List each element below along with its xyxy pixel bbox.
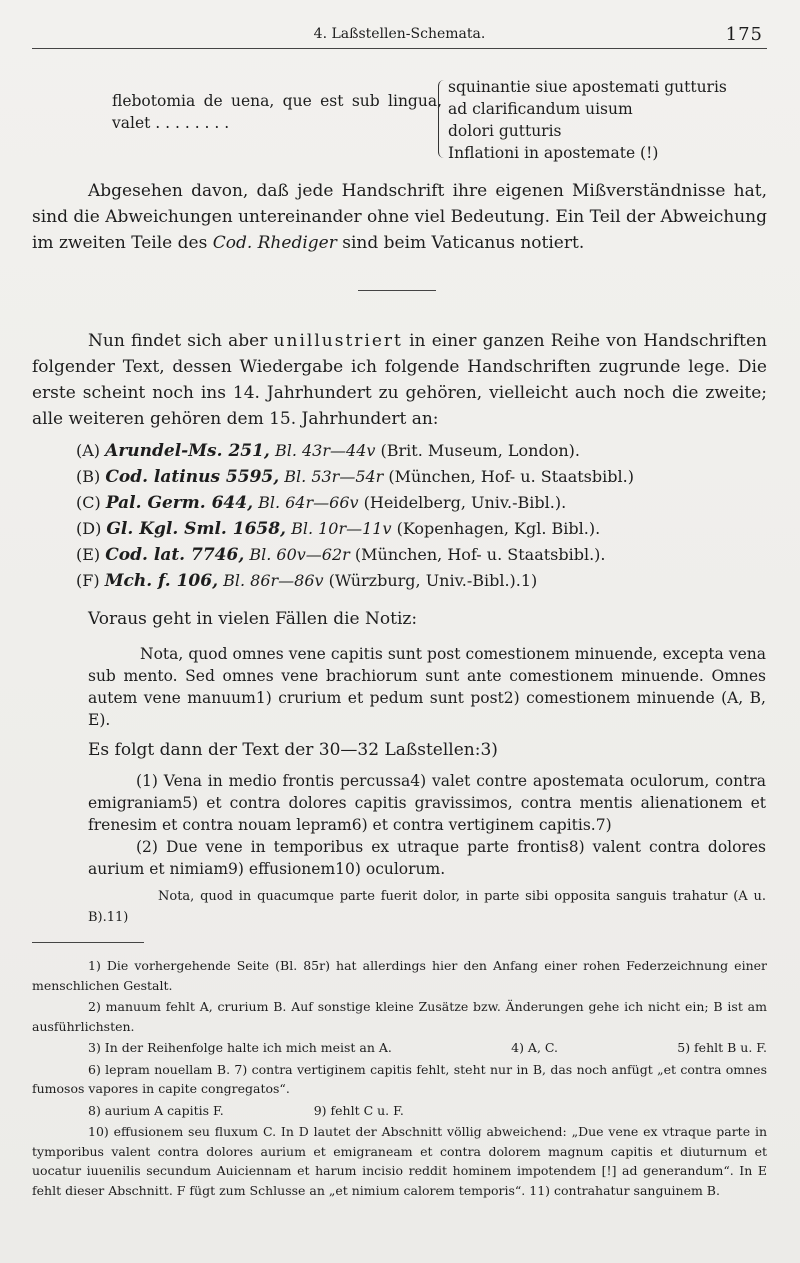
footnote: 9) fehlt C u. F.	[313, 1102, 404, 1118]
footnote: 6) lepram nouellam B. 7) contra vertiginem capitis fehlt, steht nur in B, das noch anfügt „et contra omnes fumosos vapores in capite congregatos“.	[32, 1061, 767, 1096]
manuscript-signature: Mch. f. 106,	[104, 571, 219, 591]
text-section: (1) Vena in medio frontis percussa4) valet contre apostemata oculorum, contra emigraniam5) et contra dolores capitis gravissimos, contra mentis alienationem et frenesim et contra nouam lepram6) et contra vertiginem capitis.7)	[88, 772, 766, 834]
schema-left-entry: flebotomia de uena, que est sub lingua, valet . . . . . . . .	[112, 92, 442, 132]
manuscript-entry: (E) Cod. lat. 7746, Bl. 60v—62r (München, Hof- u. Staatsbibl.).	[76, 545, 606, 565]
paragraph-manuscripts-intro	[32, 328, 767, 432]
schema-item: ad clarificandum uisum	[448, 100, 633, 118]
text-section: (2) Due vene in temporibus ex utraque parte frontis8) valent contra dolores aurium et nimiam9) effusionem10) oculorum.	[88, 838, 766, 878]
text-run: in einer ganzen Reihe von Handschriften folgender Text, dessen Wiedergabe ich folgende Handschriften zugrunde lege. Die erste scheint noch ins 14. Jahrhundert zu gehören, vielleicht auch noch die zweite; alle weiteren gehören dem 15. Jahrhundert an:	[32, 331, 767, 429]
footnote-row	[32, 1038, 767, 1058]
bloodletting-schema	[32, 74, 767, 174]
footnote-row	[32, 1101, 767, 1121]
footnote: 5) fehlt B u. F.	[677, 1040, 767, 1055]
paragraph-deviations	[32, 178, 767, 256]
text-run: Abgesehen davon, daß jede Handschrift ihre eigenen Mißverständnisse hat, sind die Abweichungen untereinander ohne viel Bedeutung. Ein Teil der Abweichung im zweiten Teile des	[32, 181, 767, 253]
note-heading: Voraus geht in vielen Fällen die Notiz:	[88, 609, 418, 629]
manuscript-entry: (A) Arundel-Ms. 251, Bl. 43r—44v (Brit. Museum, London).	[76, 441, 580, 461]
footnote-rule	[32, 942, 144, 943]
page-number: 175	[725, 24, 763, 45]
small-print-note: Nota, quod in quacumque parte fuerit dolor, in parte sibi opposita sanguis trahatur (A u. B).11)	[88, 889, 766, 925]
schema-item: Inflationi in apostemate (!)	[448, 144, 659, 162]
manuscript-list	[76, 438, 766, 594]
manuscript-entry: (D) Gl. Kgl. Sml. 1658, Bl. 10r—11v (Kopenhagen, Kgl. Bibl.).	[76, 519, 601, 539]
manuscript-entry: (C) Pal. Germ. 644, Bl. 64r—66v (Heidelberg, Univ.-Bibl.).	[76, 493, 567, 513]
manuscript-signature: Cod. latinus 5595,	[105, 467, 280, 487]
text-run: sind beim Vaticanus notiert.	[342, 233, 585, 253]
footnote: 2) manuum fehlt A, crurium B. Auf sonstige kleine Zusätze bzw. Änderungen gehe ich nicht ein; B ist am ausführlichsten.	[32, 999, 767, 1034]
chapter-title: 4. Laßstellen-Schemata.	[313, 26, 486, 42]
manuscript-signature: Gl. Kgl. Sml. 1658,	[106, 519, 286, 539]
footnote: 10) effusionem seu fluxum C. In D lautet der Abschnitt völlig abweichend: „Due vene ex vtraque parte in tymporibus valent contra dolores aurium et emigraneam et contra dolorem magnum capitis et diuturnum et uocatur iuuenilis secundum Auiciennam et harum incisio reddit hominem impotendem [!] ad generandum“. In E fehlt dieser Abschnitt. F fügt zum Schlusse an „et nimium calorem temporis“. 11) contrahatur sanguinem B.	[32, 1124, 767, 1198]
footnote: 1) Die vorhergehende Seite (Bl. 85r) hat allerdings hier den Anfang einer rohen Federzeichnung einer menschlichen Gestalt.	[32, 958, 767, 993]
latin-note: Nota, quod omnes vene capitis sunt post comestionem minuende, excepta vena sub mento. Sed omnes vene brachiorum sunt ante comestionem minuende. Omnes autem vene manuum1) crurium et pedum sunt post2) comestionem minuende (A, B, E).	[88, 645, 766, 729]
manuscript-entry: (B) Cod. latinus 5595, Bl. 53r—54r (München, Hof- u. Staatsbibl.)	[76, 467, 634, 487]
footnote: 3) In der Reihenfolge halte ich mich meist an A.	[88, 1040, 392, 1055]
footnote: 8) aurium A capitis F.	[88, 1102, 224, 1118]
manuscript-ref: Cod. Rhediger	[212, 233, 337, 253]
schema-item: squinantie siue apostemati gutturis	[448, 78, 727, 96]
text-run: Nun findet sich aber	[88, 331, 268, 351]
brace	[438, 80, 447, 158]
schema-item: dolori gutturis	[448, 122, 562, 140]
latin-text	[88, 770, 766, 880]
section-separator	[358, 290, 436, 291]
manuscript-signature: Pal. Germ. 644,	[105, 493, 253, 513]
emphasis-spaced: unillustriert	[273, 331, 403, 351]
schema-right-list	[448, 76, 727, 164]
manuscript-signature: Arundel-Ms. 251,	[105, 441, 270, 461]
manuscript-signature: Cod. lat. 7746,	[105, 545, 245, 565]
footnote: 4) A, C.	[511, 1040, 558, 1055]
footnotes	[32, 956, 767, 1202]
text-intro: Es folgt dann der Text der 30—32 Laßstellen:3)	[88, 740, 498, 760]
running-header	[32, 24, 767, 49]
manuscript-entry: (F) Mch. f. 106, Bl. 86r—86v (Würzburg, Univ.-Bibl.).1)	[76, 571, 538, 591]
